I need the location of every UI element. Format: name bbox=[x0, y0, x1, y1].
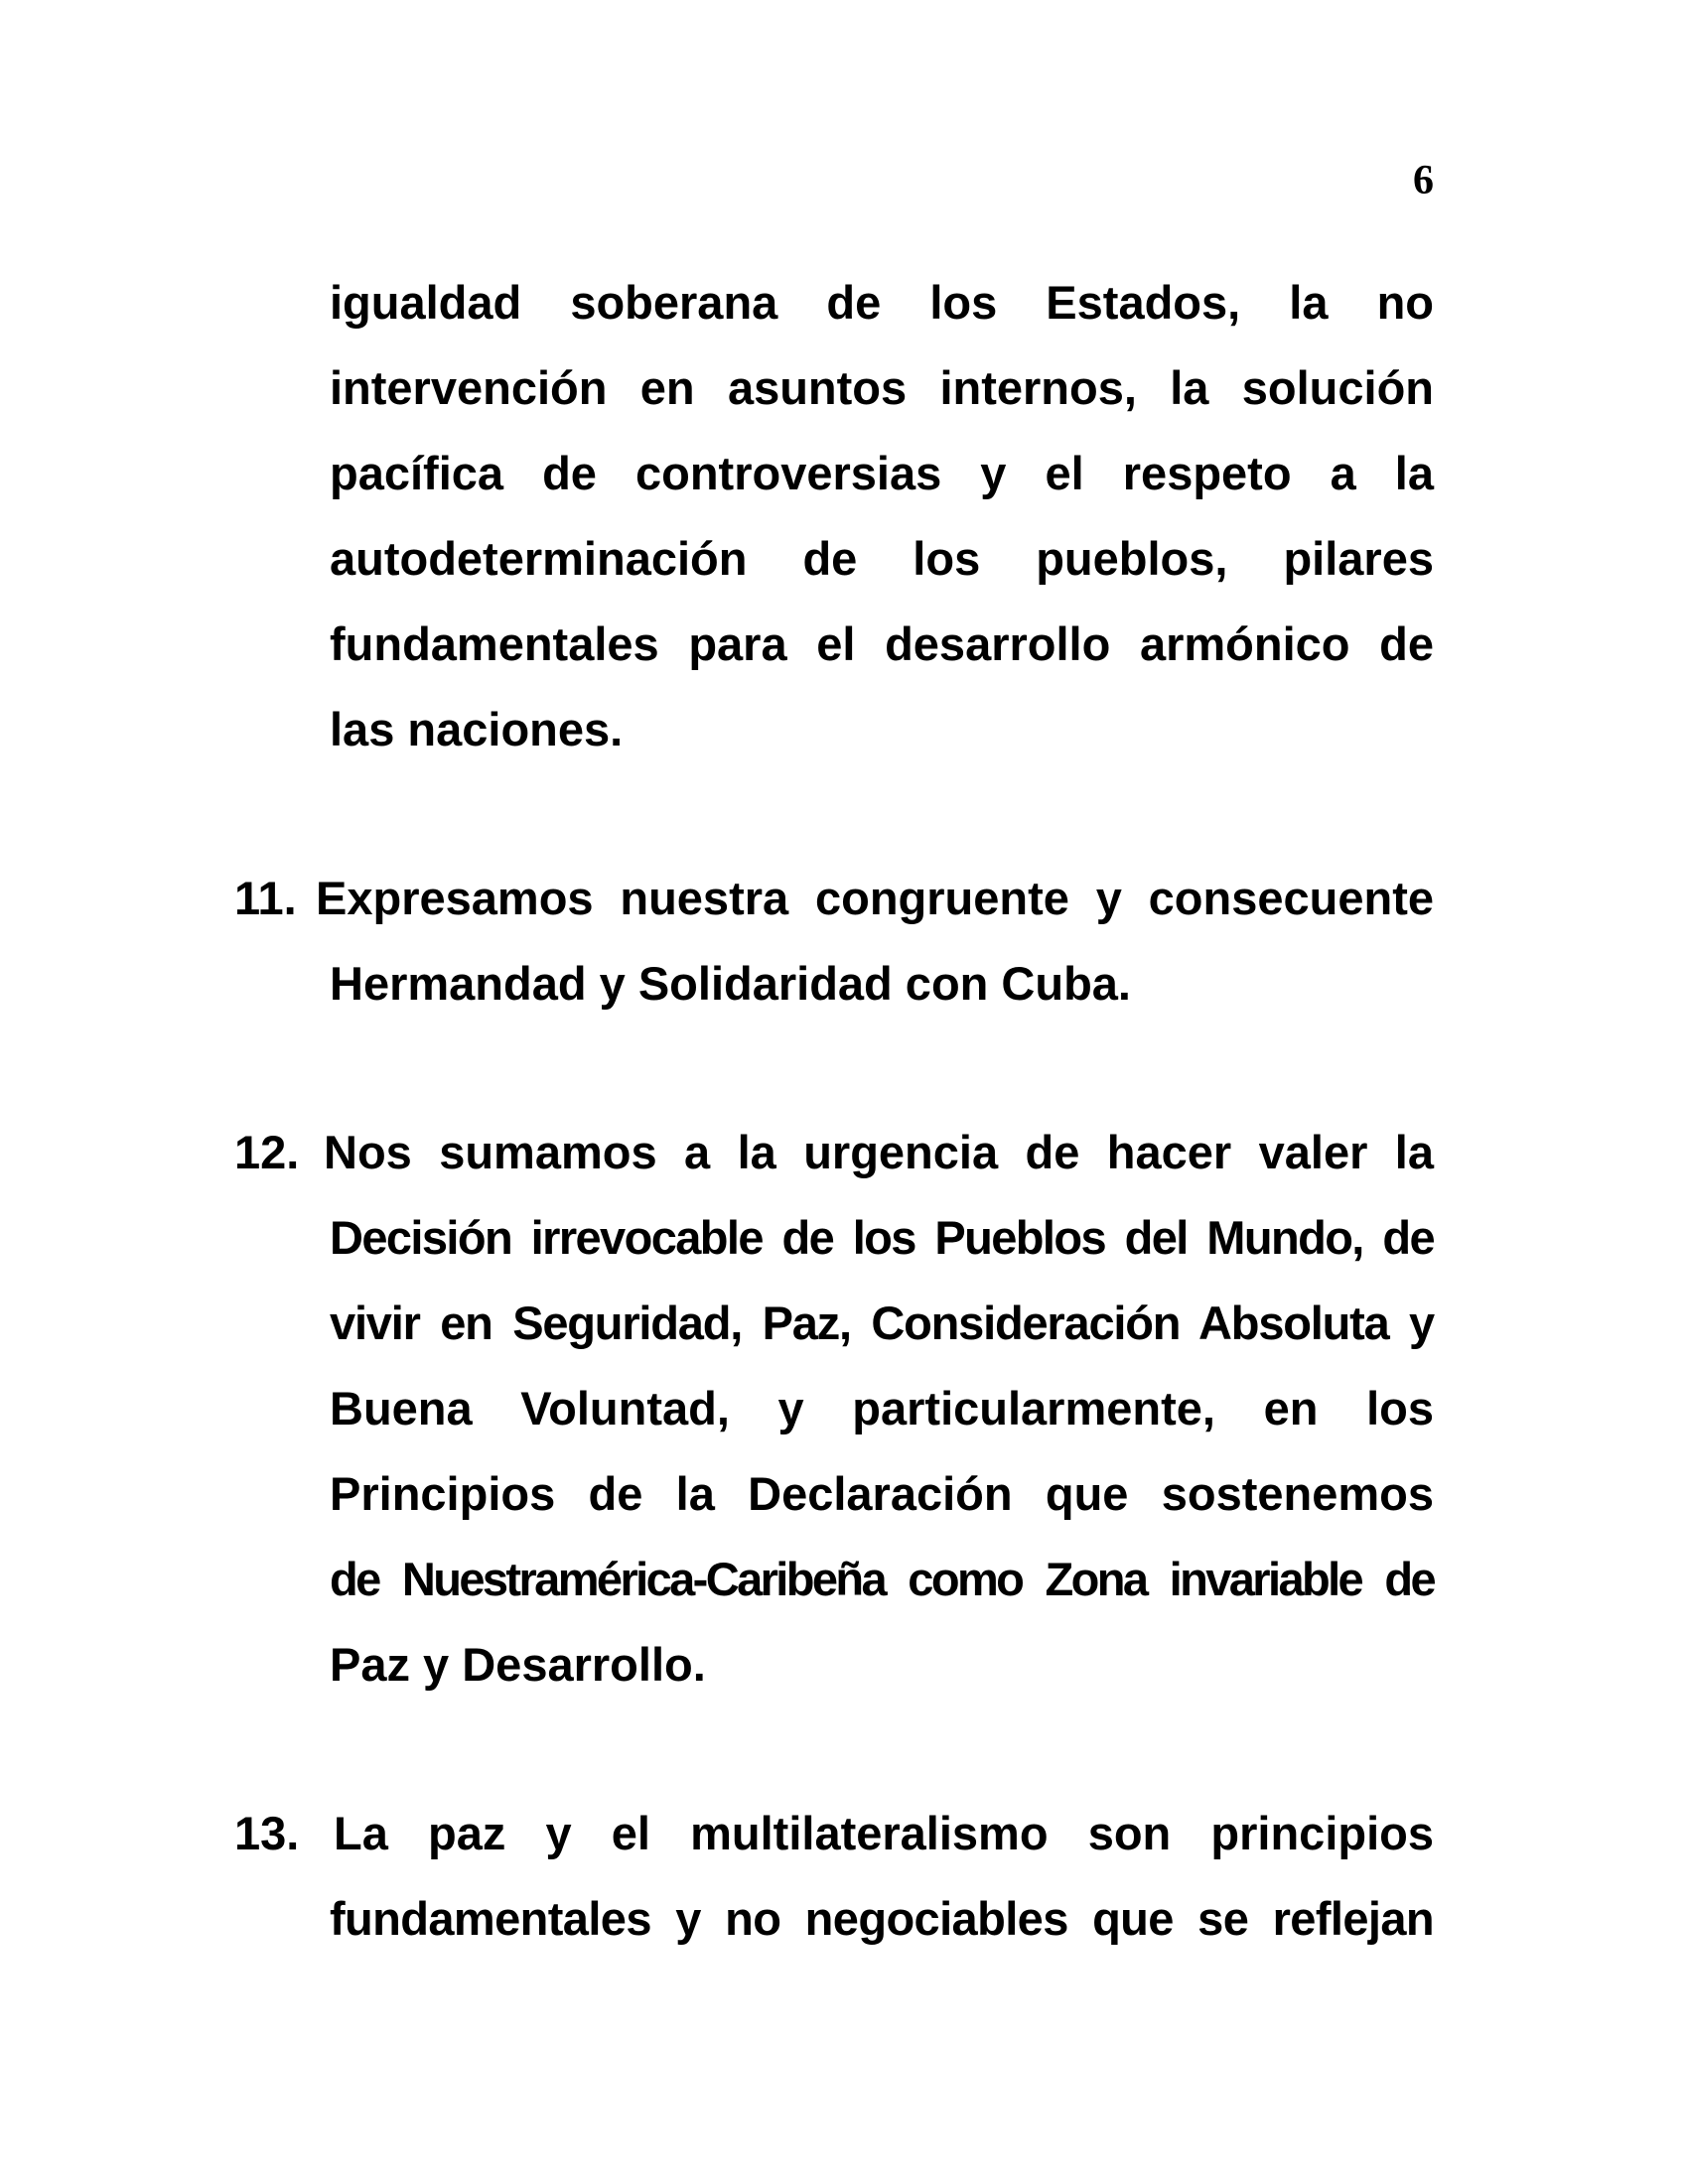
paragraph-12 bbox=[234, 1110, 1434, 1707]
paragraph-number: 12. bbox=[234, 1126, 300, 1178]
paragraph-line: igualdad soberana de los Estados, la no bbox=[330, 276, 1434, 329]
paragraph-line: La paz y el multilateralismo son principios bbox=[334, 1807, 1434, 1859]
paragraph-line: fundamentales para el desarrollo armónico de bbox=[330, 617, 1434, 670]
paragraph-13 bbox=[234, 1791, 1434, 1962]
paragraph-line: vivir en Seguridad, Paz, Consideración Absoluta y bbox=[330, 1297, 1434, 1349]
paragraph-number: 13. bbox=[234, 1807, 300, 1859]
paragraph-line: de Nuestramérica-Caribeña como Zona invariable de bbox=[330, 1553, 1434, 1605]
paragraph-line: Paz y Desarrollo. bbox=[330, 1638, 706, 1691]
paragraph-line: Decisión irrevocable de los Pueblos del Mundo, de bbox=[330, 1211, 1434, 1264]
paragraph-line: intervención en asuntos internos, la solución bbox=[330, 361, 1434, 414]
paragraph-11 bbox=[234, 856, 1434, 1026]
page-number: 6 bbox=[1413, 158, 1434, 204]
paragraph-line: las naciones. bbox=[330, 703, 624, 755]
paragraph-line: Nos sumamos a la urgencia de hacer valer la bbox=[324, 1126, 1434, 1178]
paragraph-number: 11. bbox=[234, 872, 297, 924]
paragraph-line: Principios de la Declaración que sostenemos bbox=[330, 1467, 1434, 1520]
paragraph-line: pacífica de controversias y el respeto a la bbox=[330, 447, 1434, 499]
paragraph-line: Expresamos nuestra congruente y consecuente bbox=[316, 872, 1434, 924]
paragraph-line: fundamentales y no negociables que se reflejan bbox=[330, 1892, 1434, 1945]
paragraph-line: Hermandad y Solidaridad con Cuba. bbox=[330, 957, 1131, 1010]
paragraph-line: autodeterminación de los pueblos, pilares bbox=[330, 532, 1434, 585]
paragraph-10-continuation bbox=[330, 260, 1434, 772]
paragraph-line: Buena Voluntad, y particularmente, en los bbox=[330, 1382, 1434, 1434]
